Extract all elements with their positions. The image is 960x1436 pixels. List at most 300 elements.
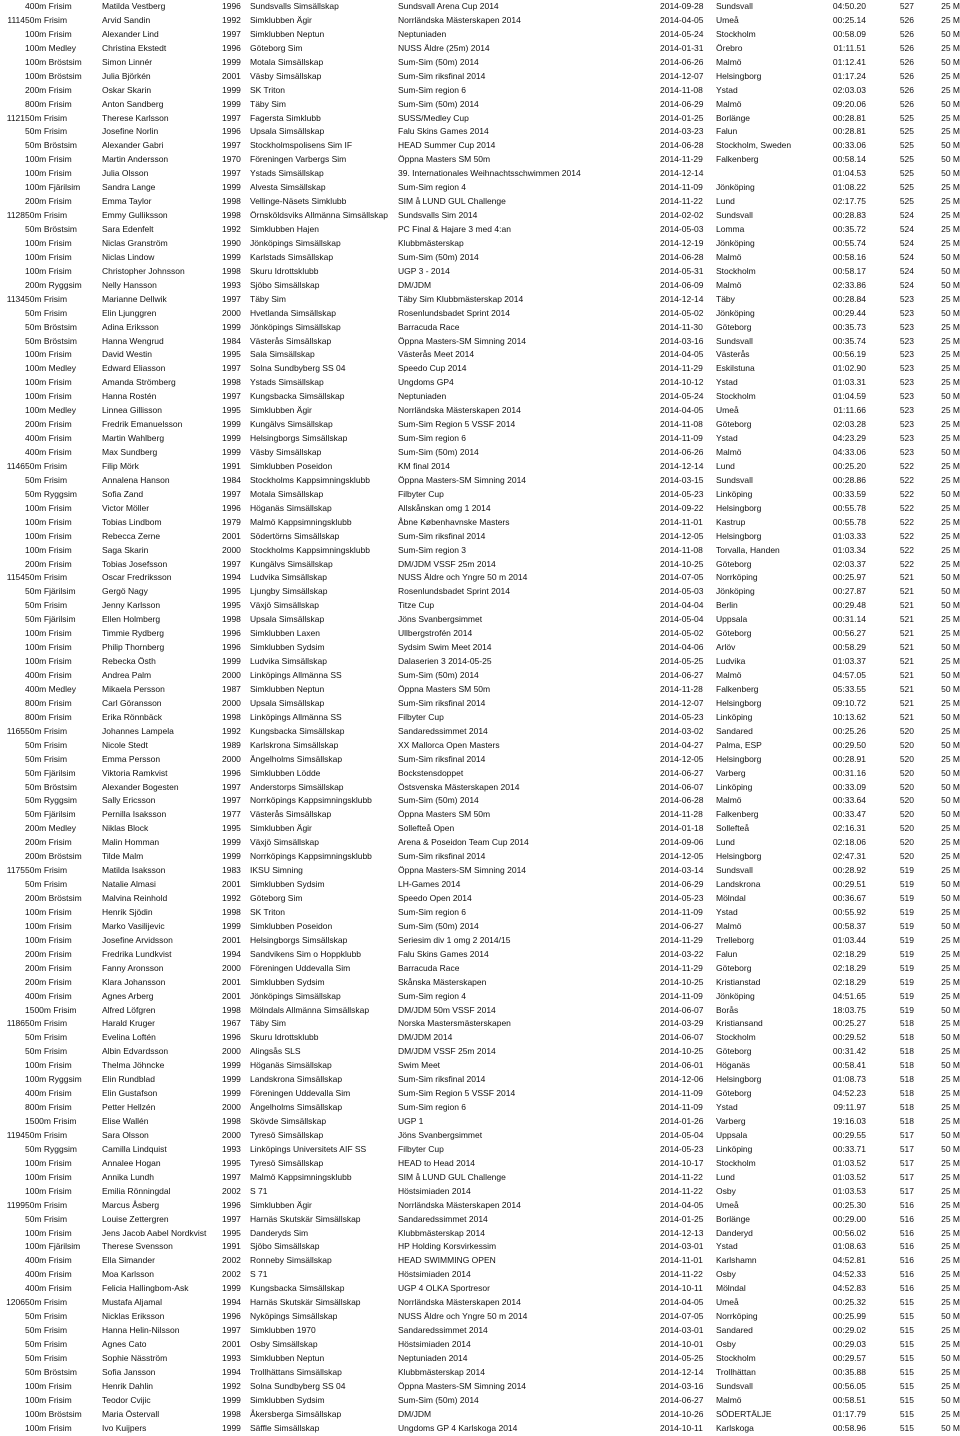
points-cell: 522 <box>899 516 914 527</box>
meet-cell: Sum-Sim (50m) 2014 <box>398 1394 479 1405</box>
swimmer-name-cell: Pernilla Isaksson <box>102 809 167 820</box>
event-cell: 50m Frisim <box>25 1352 68 1363</box>
table-row <box>0 0 960 14</box>
time-cell: 10:13.62 <box>832 711 866 722</box>
event-cell: 50m Frisim <box>25 572 68 583</box>
club-cell: Landskrona Simsällskap <box>250 1074 343 1085</box>
date-cell: 2014-06-29 <box>660 98 704 109</box>
city-cell: Karlskoga <box>716 1422 754 1433</box>
time-cell: 02:18.29 <box>832 948 866 959</box>
city-cell: Osby <box>716 1185 736 1196</box>
rank-cell <box>0 906 25 920</box>
birth-year-cell: 1997 <box>222 558 241 569</box>
rank-cell <box>0 446 25 460</box>
points-cell: 520 <box>899 781 914 792</box>
club-cell: Linköpings Universitets AIF SS <box>250 1143 367 1154</box>
event-cell: 800m Frisim <box>25 1102 72 1113</box>
date-cell: 2014-05-24 <box>660 391 704 402</box>
table-row <box>0 335 960 349</box>
event-cell: 100m Frisim <box>25 251 72 262</box>
time-cell: 09:20.06 <box>832 98 866 109</box>
birth-year-cell: 2002 <box>222 1255 241 1266</box>
date-cell: 2014-11-09 <box>660 1102 703 1113</box>
table-row <box>0 28 960 42</box>
time-cell: 02:18.29 <box>832 962 866 973</box>
club-cell: Stockholms Kappsimningsklubb <box>250 474 371 485</box>
time-cell: 00:33.06 <box>832 140 866 151</box>
birth-year-cell: 1998 <box>222 711 241 722</box>
city-cell: Göteborg <box>716 1088 752 1099</box>
meet-cell: Falu Skins Games 2014 <box>398 948 489 959</box>
table-row <box>0 822 960 836</box>
meet-cell: Titze Cup <box>398 600 435 611</box>
date-cell: 2014-04-05 <box>660 405 704 416</box>
birth-year-cell: 1995 <box>222 586 241 597</box>
points-cell: 518 <box>899 1102 914 1113</box>
birth-year-cell: 1999 <box>222 182 241 193</box>
city-cell: Helsingborg <box>716 851 762 862</box>
meet-cell: Sum-Sim (50m) 2014 <box>398 795 479 806</box>
date-cell: 2014-12-14 <box>660 1366 704 1377</box>
date-cell: 2014-04-05 <box>660 14 704 25</box>
time-cell: 19:16.03 <box>832 1116 866 1126</box>
time-cell: 02:03.28 <box>832 419 866 430</box>
pool-cell: 25 M <box>941 614 960 625</box>
birth-year-cell: 1979 <box>222 516 241 527</box>
pool-cell: 25 M <box>941 182 960 193</box>
swimmer-name-cell: Matilda Vestberg <box>102 1 166 11</box>
points-cell: 522 <box>899 558 914 569</box>
pool-cell: 25 M <box>941 460 960 471</box>
table-row <box>0 1129 960 1143</box>
city-cell: Malmö <box>716 251 742 262</box>
swimmer-name-cell: Amanda Strömberg <box>102 377 176 388</box>
club-cell: Anderstorps Simsällskap <box>250 781 344 792</box>
club-cell: Tyresö Simsällskap <box>250 1129 324 1140</box>
table-row <box>0 585 960 599</box>
meet-cell: Sum-Sim riksfinal 2014 <box>398 697 486 708</box>
points-cell: 516 <box>899 1213 914 1224</box>
points-cell: 518 <box>899 1060 914 1071</box>
birth-year-cell: 1983 <box>222 865 241 876</box>
club-cell: IKSU Simning <box>250 865 303 876</box>
club-cell: Ronneby Simsällskap <box>250 1255 332 1266</box>
points-cell: 515 <box>899 1422 914 1433</box>
rank-cell <box>0 920 25 934</box>
birth-year-cell: 1996 <box>222 1311 241 1322</box>
rank-cell: 1194 <box>6 1129 25 1140</box>
rank-cell <box>0 669 25 683</box>
event-cell: 100m Frisim <box>25 391 72 402</box>
table-row <box>0 460 960 474</box>
meet-cell: Sum-Sim (50m) 2014 <box>398 98 479 109</box>
city-cell: Stockholm, Sweden <box>716 140 792 151</box>
birth-year-cell: 1992 <box>222 725 241 736</box>
city-cell: Sundsvall <box>716 1380 753 1391</box>
birth-year-cell: 1999 <box>222 251 241 262</box>
table-row <box>0 1310 960 1324</box>
points-cell: 525 <box>899 154 914 165</box>
date-cell: 2014-09-06 <box>660 837 704 848</box>
date-cell: 2014-05-23 <box>660 893 704 903</box>
swimmer-name-cell: Philip Thornberg <box>102 642 165 653</box>
pool-cell: 50 M <box>941 1129 960 1140</box>
time-cell: 02:47.31 <box>832 851 866 862</box>
event-cell: 400m Frisim <box>25 447 72 457</box>
meet-cell: Norska Mastersmästerskapen <box>398 1018 511 1029</box>
event-cell: 200m Frisim <box>25 196 72 207</box>
pool-cell: 50 M <box>941 670 960 680</box>
city-cell: Varberg <box>716 767 746 778</box>
rank-cell <box>0 1045 25 1059</box>
table-row <box>0 293 960 307</box>
swimmer-name-cell: Julia Olsson <box>102 168 149 179</box>
time-cell: 00:56.02 <box>832 1227 866 1238</box>
meet-cell: Sum-Sim (50m) 2014 <box>398 56 479 67</box>
date-cell: 2014-01-31 <box>660 42 704 53</box>
club-cell: Höganäs Simsällskap <box>250 1060 332 1071</box>
time-cell: 00:33.59 <box>832 488 866 499</box>
event-cell: 100m Frisim <box>25 1380 72 1391</box>
meet-cell: Öppna Masters SM 50m <box>398 154 491 165</box>
date-cell: 2014-12-14 <box>660 460 704 471</box>
time-cell: 01:03.52 <box>832 1171 866 1182</box>
birth-year-cell: 1997 <box>222 140 241 151</box>
date-cell: 2014-06-09 <box>660 279 704 290</box>
city-cell: Sundsvall <box>716 865 753 876</box>
rank-cell <box>0 878 25 892</box>
date-cell: 2014-03-01 <box>660 1325 704 1336</box>
meet-cell: Ullbergstrofén 2014 <box>398 628 473 639</box>
table-row <box>0 906 960 920</box>
meet-cell: DM/JDM 50m VSSF 2014 <box>398 1004 496 1015</box>
swimmer-name-cell: Marianne Dellwik <box>102 293 167 304</box>
meet-cell: Sum-Sim region 4 <box>398 990 467 1001</box>
birth-year-cell: 1970 <box>222 154 241 165</box>
city-cell: Falun <box>716 948 738 959</box>
meet-cell: Rosenlundsbadet Sprint 2014 <box>398 586 510 597</box>
rank-cell <box>0 98 25 112</box>
event-cell: 50m Frisim <box>25 1046 68 1057</box>
city-cell: Borlänge <box>716 1213 751 1224</box>
event-cell: 200m Frisim <box>25 837 72 848</box>
event-cell: 100m Fjärilsim <box>25 182 81 193</box>
club-cell: Osby Simsällskap <box>250 1339 318 1349</box>
city-cell: Sandared <box>716 1325 753 1336</box>
points-cell: 522 <box>899 474 914 485</box>
swimmer-name-cell: Sandra Lange <box>102 182 156 193</box>
city-cell: Borlänge <box>716 112 751 123</box>
meet-cell: Öppna Masters-SM Simning 2014 <box>398 335 527 346</box>
event-cell: 50m Frisim <box>25 1129 68 1140</box>
club-cell: Föreningen Uddevalla Sim <box>250 962 351 973</box>
city-cell: Helsingborg <box>716 502 762 513</box>
time-cell: 00:55.78 <box>832 502 866 513</box>
points-cell: 525 <box>899 140 914 151</box>
date-cell: 2014-06-01 <box>660 1060 704 1071</box>
birth-year-cell: 1999 <box>222 321 241 332</box>
meet-cell: Seriesim div 1 omg 2 2014/15 <box>398 934 511 945</box>
date-cell: 2014-11-08 <box>660 419 703 430</box>
date-cell: 2014-03-02 <box>660 725 704 736</box>
club-cell: Motala Simsällskap <box>250 56 324 67</box>
rank-cell <box>0 516 25 530</box>
swimmer-name-cell: Agnes Arberg <box>102 990 154 1001</box>
date-cell: 2014-02-02 <box>660 210 704 221</box>
pool-cell: 25 M <box>941 990 960 1001</box>
club-cell: Motala Simsällskap <box>250 488 324 499</box>
time-cell: 00:58.51 <box>832 1394 866 1405</box>
city-cell: Stockholm <box>716 1032 756 1043</box>
points-cell: 517 <box>899 1157 914 1168</box>
club-cell: Växjö Simsällskap <box>250 837 319 848</box>
date-cell: 2014-03-16 <box>660 1380 704 1391</box>
swimmer-name-cell: Emmy Gulliksson <box>102 210 168 221</box>
date-cell: 2014-04-04 <box>660 600 704 611</box>
city-cell: Ludvika <box>716 656 746 667</box>
time-cell: 00:25.20 <box>832 460 866 471</box>
points-cell: 519 <box>899 906 914 917</box>
pool-cell: 25 M <box>941 1074 960 1085</box>
date-cell: 2014-05-31 <box>660 265 704 276</box>
points-cell: 523 <box>899 349 914 360</box>
points-cell: 515 <box>899 1380 914 1391</box>
meet-cell: Ungdoms GP 4 Karlskoga 2014 <box>398 1422 518 1433</box>
swimmer-name-cell: Marko Vasilijevic <box>102 920 165 931</box>
swimmer-name-cell: Elise Wallén <box>102 1116 149 1126</box>
pool-cell: 50 M <box>941 683 960 694</box>
swimmer-name-cell: Fredrika Lundkvist <box>102 948 172 959</box>
city-cell: Eskilstuna <box>716 363 755 374</box>
rank-cell <box>0 599 25 613</box>
pool-cell: 50 M <box>941 739 960 750</box>
event-cell: 200m Ryggsim <box>25 279 82 290</box>
rank-cell <box>0 1004 25 1018</box>
table-row <box>0 1380 960 1394</box>
meet-cell: XX Mallorca Open Masters <box>398 739 500 750</box>
table-row <box>0 864 960 878</box>
points-cell: 521 <box>899 670 914 680</box>
meet-cell: Öppna Masters-SM Simning 2014 <box>398 1380 527 1391</box>
birth-year-cell: 1999 <box>222 656 241 667</box>
rank-cell <box>0 683 25 697</box>
time-cell: 00:58.37 <box>832 920 866 931</box>
club-cell: S 71 <box>250 1269 268 1280</box>
city-cell: Stockholm <box>716 1157 756 1168</box>
pool-cell: 25 M <box>941 1 960 11</box>
rank-cell: 1154 <box>6 572 25 583</box>
swimmer-name-cell: Klara Johansson <box>102 976 166 987</box>
birth-year-cell: 1977 <box>222 809 241 820</box>
time-cell: 00:25.99 <box>832 1311 866 1322</box>
date-cell: 2014-06-07 <box>660 781 704 792</box>
meet-cell: 39. Internationales Weihnachtsschwimmen 2014 <box>398 168 581 179</box>
points-cell: 520 <box>899 767 914 778</box>
points-cell: 524 <box>899 237 914 248</box>
city-cell: Malmö <box>716 795 742 806</box>
birth-year-cell: 1999 <box>222 851 241 862</box>
points-cell: 515 <box>899 1408 914 1419</box>
time-cell: 02:18.06 <box>832 837 866 848</box>
club-cell: Simklubben Ägir <box>250 14 312 25</box>
event-cell: 50m Frisim <box>25 1032 68 1043</box>
table-row <box>0 739 960 753</box>
points-cell: 526 <box>899 98 914 109</box>
points-cell: 519 <box>899 976 914 987</box>
pool-cell: 50 M <box>941 809 960 820</box>
club-cell: Simklubben Sydsim <box>250 642 325 653</box>
swimmer-name-cell: Fredrik Emanuelsson <box>102 419 183 430</box>
points-cell: 520 <box>899 851 914 862</box>
rank-cell <box>0 822 25 836</box>
event-cell: 100m Frisim <box>25 1394 72 1405</box>
table-row <box>0 139 960 153</box>
meet-cell: Neptuniaden <box>398 391 447 402</box>
date-cell: 2014-06-27 <box>660 767 704 778</box>
time-cell: 00:29.02 <box>832 1325 866 1336</box>
event-cell: 800m Frisim <box>25 697 72 708</box>
date-cell: 2014-12-07 <box>660 697 704 708</box>
points-cell: 517 <box>899 1143 914 1154</box>
event-cell: 50m Bröstsim <box>25 1366 77 1377</box>
birth-year-cell: 1989 <box>222 739 241 750</box>
swimmer-name-cell: Erika Rönnbäck <box>102 711 163 722</box>
rank-cell <box>0 585 25 599</box>
date-cell: 2014-10-25 <box>660 976 704 987</box>
points-cell: 520 <box>899 795 914 806</box>
event-cell: 50m Frisim <box>25 112 68 123</box>
table-row <box>0 878 960 892</box>
club-cell: Skuru Idrottsklubb <box>250 265 319 276</box>
points-cell: 516 <box>899 1241 914 1252</box>
club-cell: Mölndals Allmänna Simsällskap <box>250 1004 370 1015</box>
swimmer-name-cell: Emma Persson <box>102 753 161 764</box>
date-cell: 2014-05-25 <box>660 656 704 667</box>
city-cell: Sollefteå <box>716 823 750 834</box>
event-cell: 50m Frisim <box>25 725 68 736</box>
pool-cell: 25 M <box>941 433 960 444</box>
city-cell: Stockholm <box>716 391 756 402</box>
rank-cell <box>0 544 25 558</box>
points-cell: 523 <box>899 335 914 346</box>
table-row <box>0 613 960 627</box>
city-cell: Stockholm <box>716 1352 756 1363</box>
time-cell: 00:58.09 <box>832 28 866 39</box>
rank-cell <box>0 348 25 362</box>
event-cell: 400m Frisim <box>25 990 72 1001</box>
event-cell: 400m Medley <box>25 683 77 694</box>
event-cell: 100m Frisim <box>25 516 72 527</box>
time-cell: 02:17.75 <box>832 196 866 207</box>
club-cell: Simklubben Poseidon <box>250 460 333 471</box>
swimmer-name-cell: Tilde Malm <box>102 851 144 862</box>
rank-cell <box>0 362 25 376</box>
city-cell: Örebro <box>716 42 743 53</box>
date-cell: 2014-11-09 <box>660 1088 703 1099</box>
birth-year-cell: 1996 <box>222 642 241 653</box>
pool-cell: 50 M <box>941 154 960 165</box>
club-cell: Föreningen Uddevalla Sim <box>250 1088 351 1099</box>
city-cell: Sundsvall <box>716 335 753 346</box>
rank-cell <box>0 613 25 627</box>
club-cell: Jönköpings Simsällskap <box>250 990 341 1001</box>
birth-year-cell: 1996 <box>222 1032 241 1043</box>
points-cell: 519 <box>899 920 914 931</box>
pool-cell: 25 M <box>941 558 960 569</box>
date-cell: 2014-05-02 <box>660 628 704 639</box>
rank-cell: 1134 <box>6 293 25 304</box>
birth-year-cell: 1999 <box>222 56 241 67</box>
birth-year-cell: 1996 <box>222 1199 241 1210</box>
pool-cell: 25 M <box>941 363 960 374</box>
time-cell: 18:03.75 <box>832 1004 866 1015</box>
city-cell: Täby <box>716 293 735 304</box>
city-cell: Kristiansand <box>716 1018 763 1029</box>
rank-cell <box>0 892 25 906</box>
date-cell: 2014-10-25 <box>660 558 704 569</box>
club-cell: Ludvika Simsällskap <box>250 656 328 667</box>
pool-cell: 25 M <box>941 474 960 485</box>
swimmer-name-cell: Henrik Sjödin <box>102 906 153 917</box>
pool-cell: 25 M <box>941 1171 960 1182</box>
points-cell: 525 <box>899 112 914 123</box>
table-row <box>0 112 960 126</box>
meet-cell: Filbyter Cup <box>398 488 444 499</box>
date-cell: 2014-11-09 <box>660 433 703 444</box>
table-row <box>0 390 960 404</box>
birth-year-cell: 1999 <box>222 1060 241 1071</box>
meet-cell: Sum-Sim (50m) 2014 <box>398 447 479 457</box>
city-cell: Varberg <box>716 1116 746 1126</box>
pool-cell: 25 M <box>941 530 960 541</box>
event-cell: 50m Bröstsim <box>25 140 77 151</box>
rank-cell <box>0 1268 25 1282</box>
pool-cell: 25 M <box>941 1366 960 1377</box>
time-cell: 00:58.14 <box>832 154 866 165</box>
time-cell: 00:28.86 <box>832 474 866 485</box>
meet-cell: Norrländska Mästerskapen 2014 <box>398 1199 521 1210</box>
points-cell: 516 <box>899 1255 914 1266</box>
table-row <box>0 1185 960 1199</box>
points-cell: 523 <box>899 293 914 304</box>
meet-cell: Sandaredssimmet 2014 <box>398 1325 488 1336</box>
city-cell: Umeå <box>716 1199 739 1210</box>
pool-cell: 25 M <box>941 419 960 430</box>
table-row <box>0 781 960 795</box>
time-cell: 00:25.26 <box>832 725 866 736</box>
time-cell: 00:29.57 <box>832 1352 866 1363</box>
points-cell: 522 <box>899 502 914 513</box>
rank-cell <box>0 1366 25 1380</box>
rank-cell <box>0 1338 25 1352</box>
swimmer-name-cell: Sara Edenfelt <box>102 224 154 234</box>
time-cell: 00:29.00 <box>832 1213 866 1224</box>
table-row <box>0 558 960 572</box>
meet-cell: NUSS Äldre och Yngre 50 m 2014 <box>398 572 528 583</box>
date-cell: 2014-11-22 <box>660 1171 703 1182</box>
city-cell: Danderyd <box>716 1227 753 1238</box>
city-cell: Karlshamn <box>716 1255 757 1266</box>
event-cell: 50m Frisim <box>25 739 68 750</box>
event-cell: 100m Frisim <box>25 1227 72 1238</box>
event-cell: 400m Frisim <box>25 1088 72 1099</box>
date-cell: 2014-06-26 <box>660 56 704 67</box>
event-cell: 200m Frisim <box>25 962 72 973</box>
meet-cell: Sum-Sim region 6 <box>398 433 467 444</box>
meet-cell: HP Holding Korsvirkessim <box>398 1241 497 1252</box>
meet-cell: Allskånskan omg 1 2014 <box>398 502 491 513</box>
pool-cell: 25 M <box>941 516 960 527</box>
